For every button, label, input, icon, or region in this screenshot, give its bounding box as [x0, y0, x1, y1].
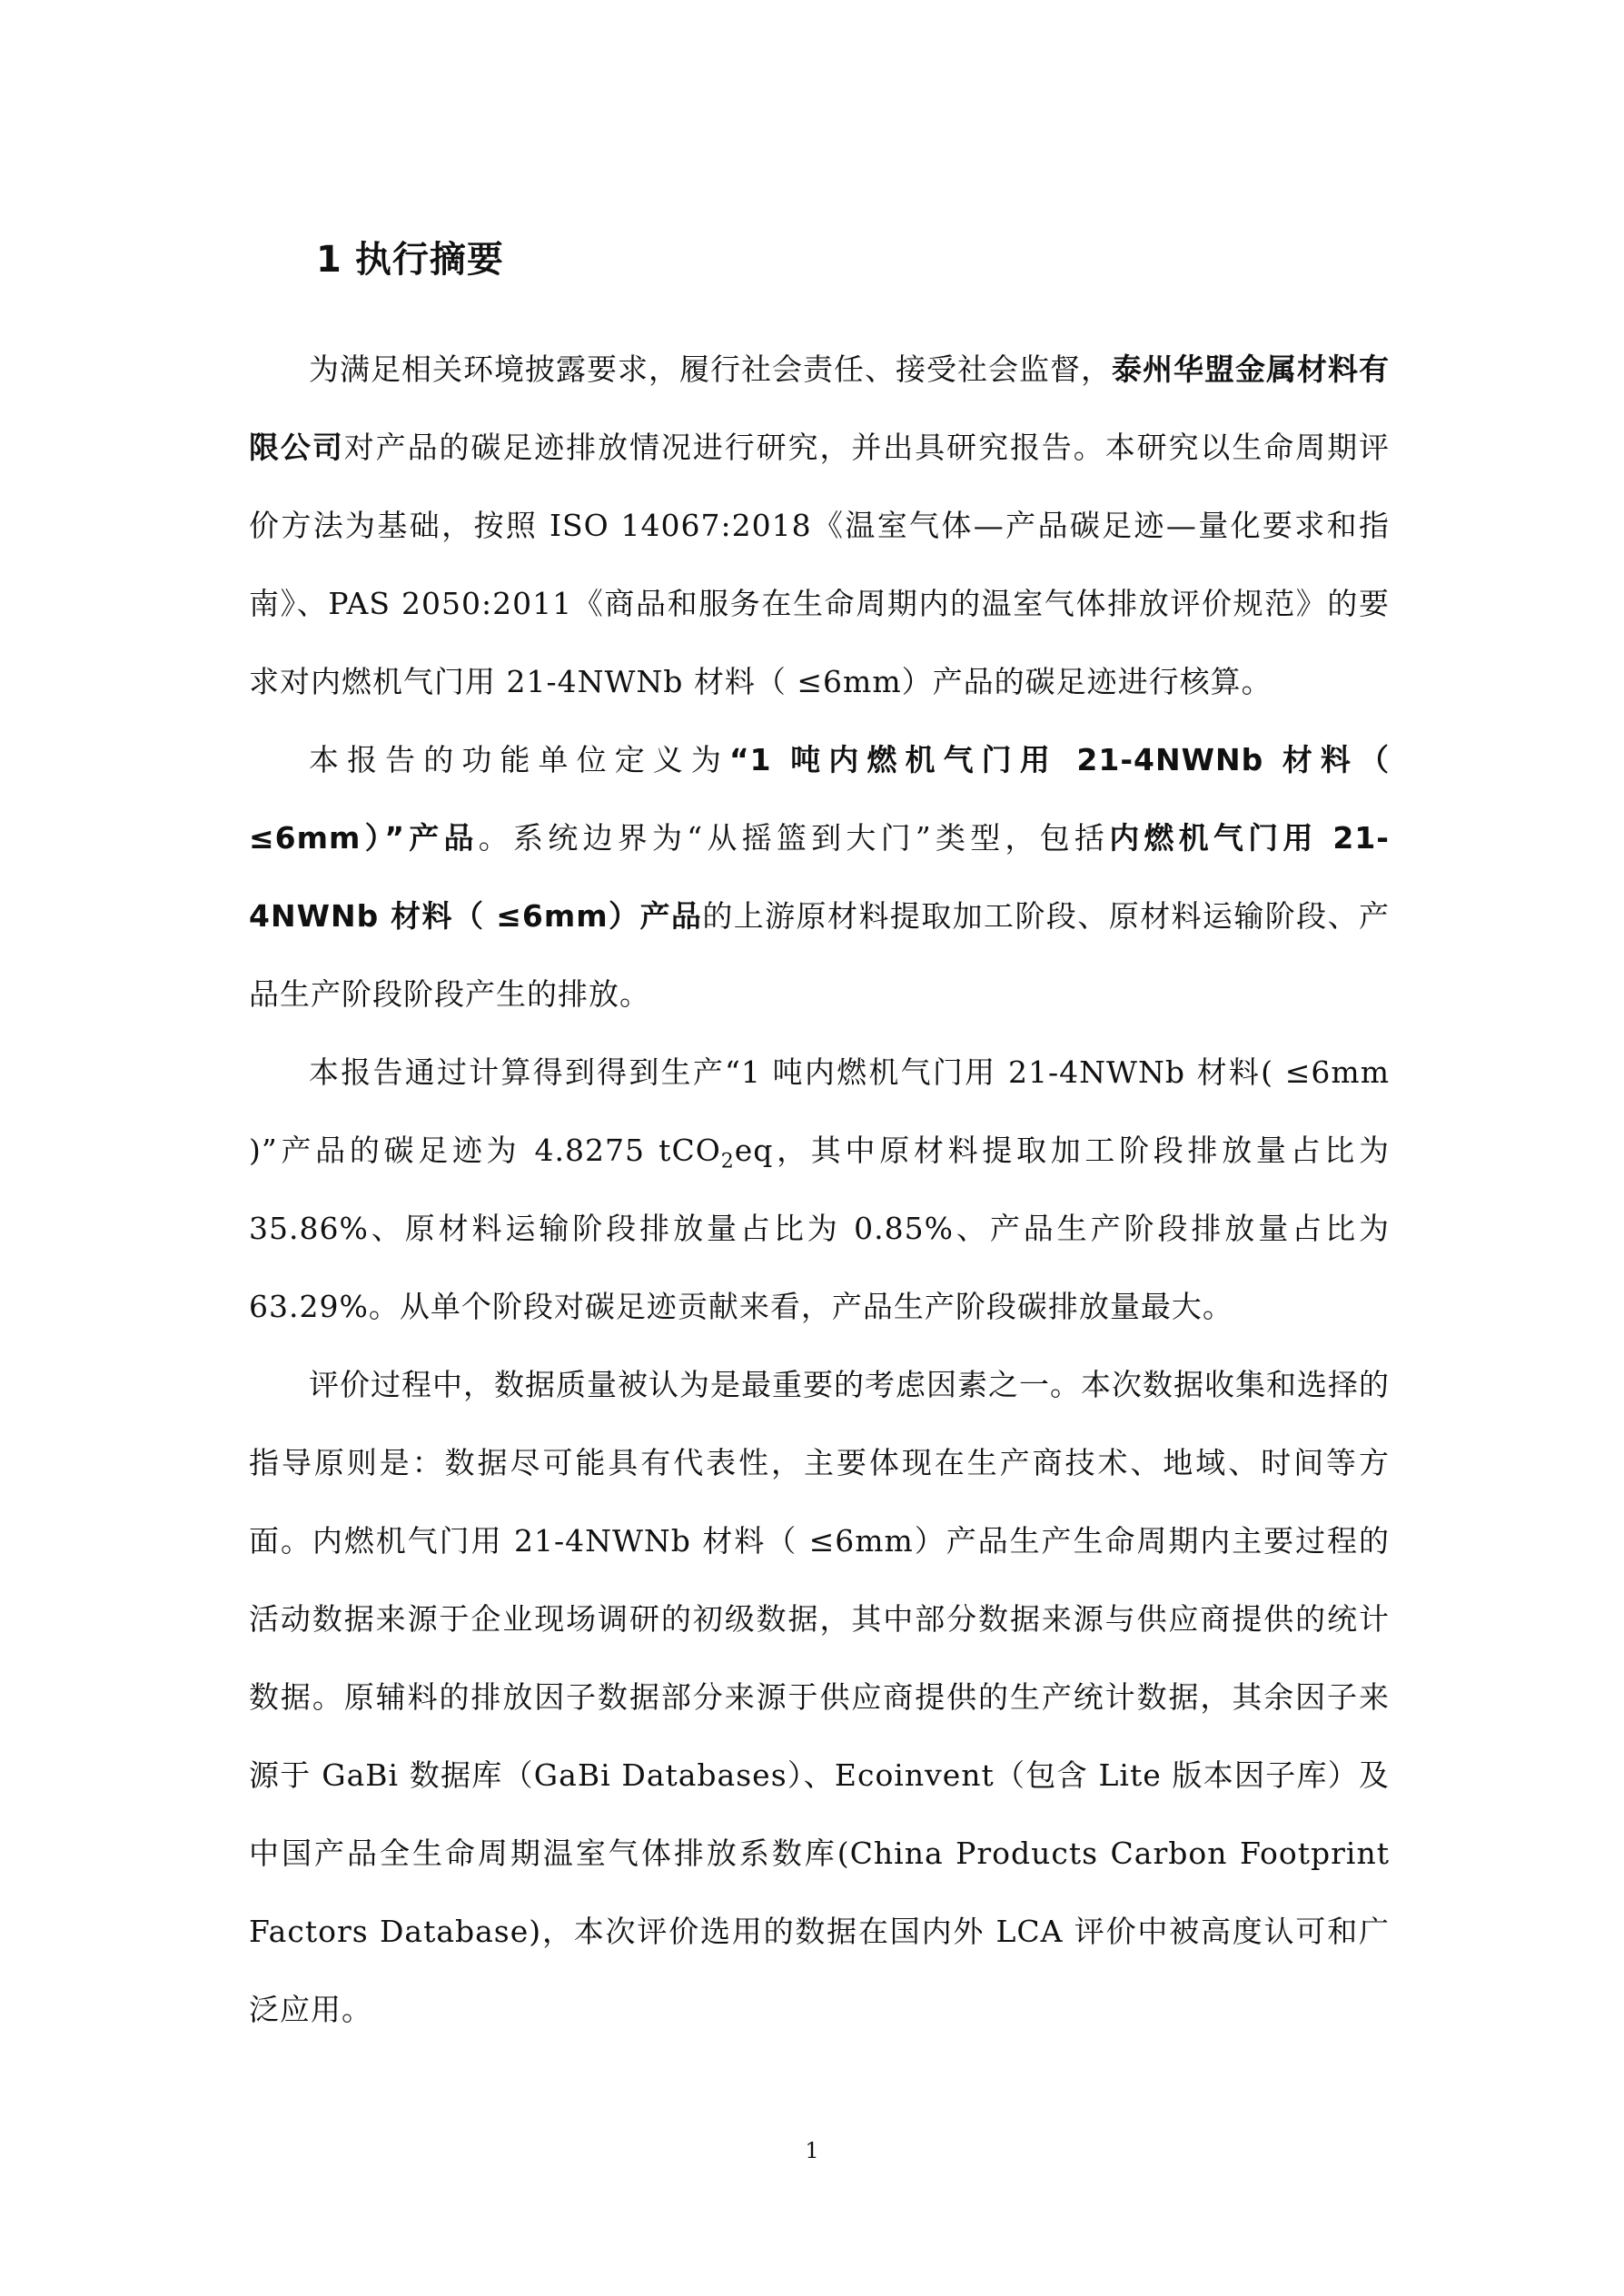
results-intro: 本报告通过计算得到得到生产“1 吨内燃机气门用 21-4NWNb 材料( ≤6mm )”产品的碳足迹为 4.8275 tCO — [249, 1054, 1390, 1168]
functional-unit-intro: 本报告的功能单位定义为 — [309, 742, 729, 777]
section-title: 执行摘要 — [354, 239, 504, 281]
paragraph-results — [249, 1034, 1390, 1346]
company-name: 泰州华盟金属材料有限公司 — [249, 351, 1390, 465]
section-number: 1 — [316, 239, 342, 281]
data-quality-text: 评价过程中，数据质量被认为是最重要的考虑因素之一。本次数据收集和选择的指导原则是：数据尽可能具有代表性，主要体现在生产商技术、地域、时间等方面。内燃机气门用 21-4NWNb 材料（ ≤6mm）产品生产生命周期内主要过程的活动数据来源于企业现场调研的初级数据，其中部分数据来源与供应商提供的统计数据。原辅料的排放因子数据部分来源于供应商提供的生产统计数据，其余因子来源于 GaBi 数据库（GaBi Databases）、Ecoinvent（包含 Lite 版本因子库）及中国产品全生命周期温室气体排放系数库(China Products Carbon Footprint Factors Database)，本次评价选用的数据在国内外 LCA 评价中被高度认可和广泛应用。 — [249, 1367, 1390, 2027]
paragraph-data-quality — [249, 1346, 1390, 2049]
document-body — [249, 331, 1390, 2049]
system-boundary-text: 。系统边界为“从摇篮到大门”类型，包括 — [478, 820, 1110, 856]
section-heading — [316, 231, 504, 282]
functional-unit-definition: “1 吨内燃机气门用 21-4NWNb 材料（ ≤6mm）”产品 — [249, 742, 1390, 856]
paragraph-functional-unit — [249, 721, 1390, 1034]
results-breakdown: eq，其中原材料提取加工阶段排放量占比为 35.86%、原材料运输阶段排放量占比为 0.85%、产品生产阶段排放量占比为 63.29%。从单个阶段对碳足迹贡献来看，产品生产阶段碳排放量最大。 — [249, 1133, 1390, 1324]
paragraph-purpose-body: 对产品的碳足迹排放情况进行研究，并出具研究报告。本研究以生命周期评价方法为基础，按照 ISO 14067:2018《温室气体—产品碳足迹—量化要求和指南》、PAS 2050:2011《商品和服务在生命周期内的温室气体排放评价规范》的要求对内燃机气门用 21-4NWNb 材料（ ≤6mm）产品的碳足迹进行核算。 — [249, 430, 1391, 699]
paragraph-purpose — [249, 331, 1390, 721]
page-number: 1 — [805, 2138, 819, 2163]
co2-subscript: 2 — [720, 1150, 735, 1173]
paragraph-purpose-intro: 为满足相关环境披露要求，履行社会责任、接受社会监督， — [309, 351, 1112, 387]
system-boundary-stages: 的上游原材料提取加工阶段、原材料运输阶段、产品生产阶段阶段产生的排放。 — [249, 898, 1390, 1012]
product-name: 内燃机气门用 21-4NWNb 材料（ ≤6mm）产品 — [249, 820, 1391, 934]
